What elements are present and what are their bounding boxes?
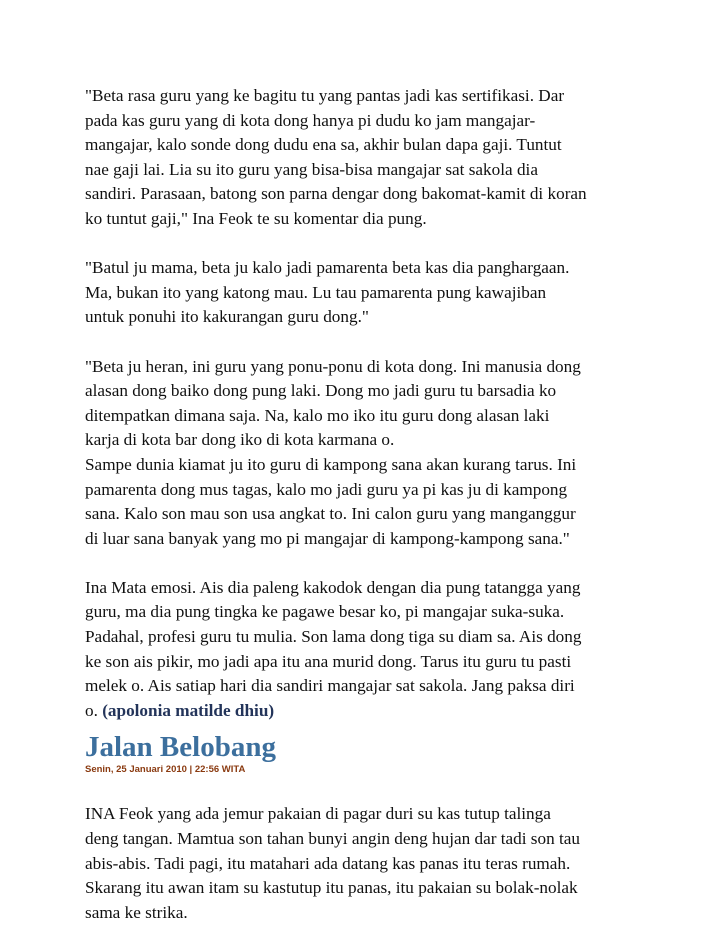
article-dateline: Senin, 25 Januari 2010 | 22:56 WITA [85,764,246,776]
document-page [85,84,660,925]
article-paragraph-2: "Batul ju mama, beta ju kalo jadi pamarenta beta kas dia panghargaan. Ma, bukan ito yang katong mau. Lu tau pamarenta pung kawajiban untuk ponuhi ito kakurangan guru dong." [85,258,570,327]
article-paragraph-4-text: Ina Mata emosi. Ais dia paleng kakodok dengan dia pung tatangga yang guru, ma dia pung tingka ke pagawe besar ko, pi mangajar suka-suka. Padahal, profesi guru tu mulia. Son lama dong tiga su diam sa. Ais dong ke son ais pikir, mo jadi apa itu ana murid dong. Tarus itu guru tu pasti melek o. Ais satiap hari dia sandiri mangajar sat sakola. Jang paksa diri o. [85,577,582,720]
article-title[interactable]: Jalan Belobang [85,731,276,764]
article-paragraph-1: "Beta rasa guru yang ke bagitu tu yang pantas jadi kas sertifikasi. Dar pada kas guru yang di kota dong hanya pi dudu ko jam mangajar- mangajar, kalo sonde dong dudu ena sa, akhir bulan dapa gaji. Tuntut nae gaji lai. Lia su ito guru yang bisa-bisa mangajar sat sakola dia sandiri. Parasaan, batong son parna dengar dong bakomat-kamit di koran ko tuntut gaji," Ina Feok te su komentar dia pung. [85,86,587,228]
article-paragraph-4 [85,576,660,724]
author-credit: (apolonia matilde dhiu) [102,700,275,720]
article-paragraph-3: "Beta ju heran, ini guru yang ponu-ponu di kota dong. Ini manusia dong alasan dong baiko dong pung laki. Dong mo jadi guru tu barsadia ko ditempatkan dimana saja. Na, kalo mo iko itu guru dong alasan laki karja di kota bar dong iko di kota karmana o. Sampe dunia kiamat ju ito guru di kampong sana akan kurang tarus. Ini pamarenta dong mus tagas, kalo mo jadi guru ya pi kas ju di kampong sana. Kalo son mau son usa angkat to. Ini calon guru yang manganggur di luar sana banyak yang mo pi mangajar di kampong-kampong sana." [85,356,581,548]
article2-paragraph-1: INA Feok yang ada jemur pakaian di pagar duri su kas tutup talinga deng tangan. Mamtua son tahan bunyi angin deng hujan dar tadi son tau abis-abis. Tadi pagi, itu matahari ada datang kas panas itu teras rumah. Skarang itu awan itam su kastutup itu panas, itu pakaian su bolak-nolak sama ke strika. [85,804,580,922]
